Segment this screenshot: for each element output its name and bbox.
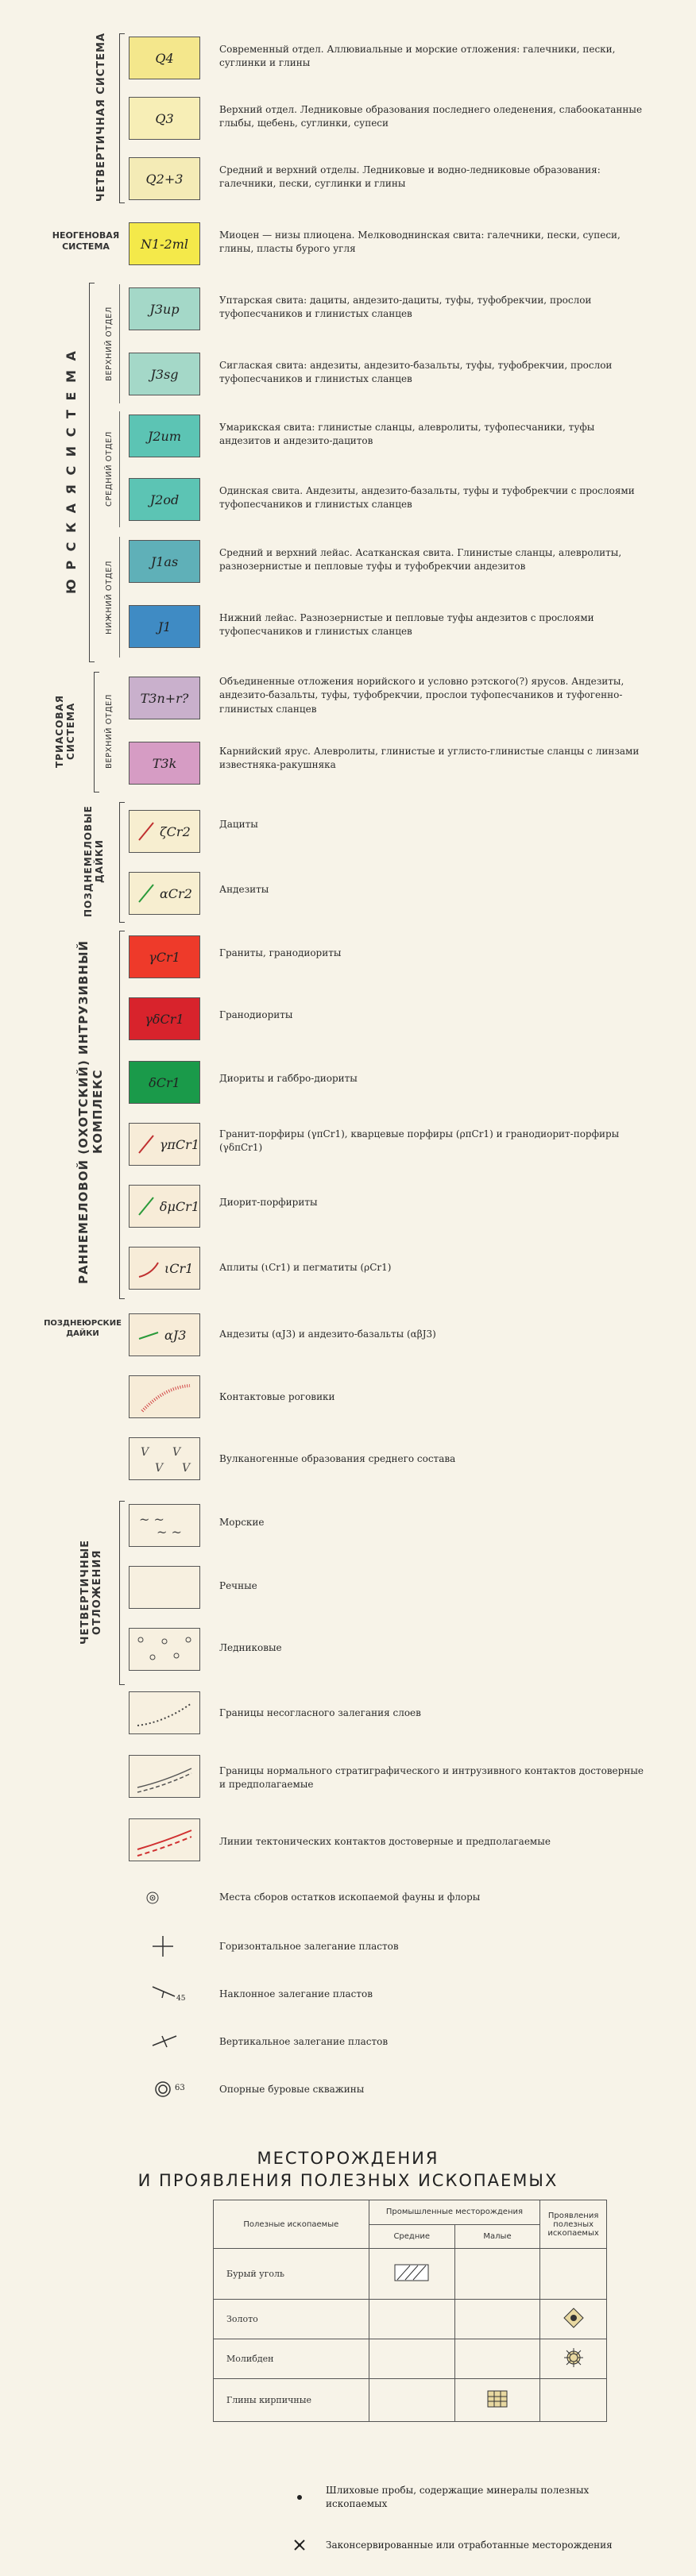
clay-grid-icon bbox=[487, 2390, 508, 2408]
unit-desc-j3sg: Сиглаская свита: андезиты, андезито-базальты, туфы, туфобрекчии, прослои туфопесчаников и глинистых сланцев bbox=[219, 360, 613, 385]
footnote-closed-deposits: Законсервированные или отработанные месторождения bbox=[326, 2539, 613, 2551]
col-minerals-header: Полезные ископаемые bbox=[214, 2200, 369, 2249]
lower-jurassic-bracket bbox=[119, 537, 120, 657]
unit-desc-q23: Средний и верхний отделы. Ледниковые и водно-ледниковые образования: галечники, пески, суглинки и глины bbox=[219, 164, 601, 190]
upper-jurassic-label: ВЕРХНИЙ ОТДЕЛ bbox=[105, 307, 114, 381]
unit-code: T3k bbox=[152, 755, 177, 771]
symbol-text-marine: Морские bbox=[219, 1517, 265, 1528]
placer-sample-dot-icon bbox=[296, 2493, 304, 2501]
unit-desc-neogene: Миоцен — низы плиоцена. Мелководнинская свита: галечники, пески, супеси, глины, пласты бурого угля bbox=[219, 229, 621, 255]
unit-code: γδCr1 bbox=[145, 1011, 184, 1027]
volcanic-v-pattern-icon bbox=[133, 1441, 196, 1476]
horizontal-bedding-icon bbox=[151, 1934, 175, 1958]
dyke-line-icon bbox=[137, 1323, 161, 1347]
unit-box-t3k bbox=[129, 742, 200, 785]
unit-box-t3nr bbox=[129, 677, 200, 719]
unit-code: J2um bbox=[147, 428, 182, 444]
unit-desc-diorite: Диориты и габбро-диориты bbox=[219, 1073, 358, 1084]
unit-box-andesite-dyke bbox=[129, 872, 200, 915]
unit-code: J3sg bbox=[150, 366, 179, 382]
unit-box-late-jur-andesite bbox=[129, 1313, 200, 1356]
symbol-box-hornfels bbox=[129, 1375, 200, 1418]
symbol-box-tectonic-contact bbox=[129, 1818, 200, 1861]
lower-jurassic-label: НИЖНИЙ ОТДЕЛ bbox=[105, 560, 114, 634]
svg-text:~ ~: ~ ~ bbox=[157, 1525, 182, 1540]
dyke-line-icon bbox=[137, 1194, 157, 1218]
unit-desc-diorite-porphyrite: Диорит-порфириты bbox=[219, 1197, 318, 1208]
symbol-text-vertical-bedding: Вертикальное залегание пластов bbox=[219, 2036, 389, 2047]
unit-code: T3n+r? bbox=[140, 690, 189, 706]
unit-box-q4 bbox=[129, 37, 200, 79]
fossil-site-icon bbox=[145, 1890, 160, 1906]
unit-code: J2od bbox=[149, 492, 180, 507]
unit-desc-t3k: Карнийский ярус. Алевролиты, глинистые и углисто-глинистые сланцы с линзами известняка-ракушняка bbox=[219, 746, 640, 771]
unit-desc-j1: Нижний лейас. Разнозернистые и пепловые туфы андезитов с прослоями туфопесчаников и глинистых сланцев bbox=[219, 612, 594, 638]
quaternary-system-label: ЧЕТВЕРТИЧНАЯ СИСТЕМА bbox=[95, 32, 107, 202]
normal-contact-line-icon bbox=[133, 1759, 196, 1794]
unit-desc-q4: Современный отдел. Аллювиальные и морские отложения: галечники, пески, суглинки и глины bbox=[219, 44, 616, 69]
early-cretaceous-complex-label: РАННЕМЕЛОВОЙ (ОХОТСКИЙ) ИНТРУЗИВНЫЙ КОМПЛЕКС bbox=[76, 939, 105, 1284]
middle-jurassic-label: СРЕДНИЙ ОТДЕЛ bbox=[105, 431, 114, 507]
empty-cell bbox=[369, 2300, 454, 2339]
deposits-table bbox=[213, 2200, 607, 2422]
unit-code: Q3 bbox=[155, 110, 174, 126]
glacial-circles-icon bbox=[133, 1632, 196, 1667]
dyke-line-icon bbox=[137, 881, 157, 905]
triassic-system-label: ТРИАСОВАЯ СИСТЕМА bbox=[54, 695, 76, 768]
unit-code: γCr1 bbox=[149, 949, 180, 965]
unit-box-granite-porphyry bbox=[129, 1123, 200, 1166]
unit-desc-dacite-dyke: Дациты bbox=[219, 819, 258, 830]
unit-desc-granite-porphyry: Гранит-порфиры (γπCr1), кварцевые порфиры (ρπCr1) и гранодиорит-порфиры (γδπCr1) bbox=[219, 1128, 620, 1154]
col-industrial-header: Промышленные месторождения bbox=[369, 2200, 540, 2225]
unit-box-q23 bbox=[129, 157, 200, 200]
quaternary-bracket bbox=[119, 33, 125, 203]
deposit-name: Бурый уголь bbox=[214, 2249, 369, 2300]
empty-cell bbox=[454, 2249, 539, 2300]
hornfels-hatch-icon bbox=[133, 1379, 196, 1414]
unit-code: J1as bbox=[150, 553, 179, 569]
unit-desc-q3: Верхний отдел. Ледниковые образования последнего оледенения, слабоокатанные глыбы, щебень, суглинки, супеси bbox=[219, 104, 643, 129]
unit-code: αJ3 bbox=[164, 1327, 187, 1343]
deposits-title-line2: И ПРОЯВЛЕНИЯ ПОЛЕЗНЫХ ИСКОПАЕМЫХ bbox=[137, 2171, 559, 2190]
symbol-box-volcanogenic bbox=[129, 1437, 200, 1480]
gold-diamond-icon bbox=[563, 2308, 584, 2328]
col-manifest-header: Проявления полезных ископаемых bbox=[540, 2200, 607, 2249]
quaternary-deposits-bracket bbox=[119, 1501, 125, 1685]
symbol-text-fossil-site: Места сборов остатков ископаемой фауны и флоры bbox=[219, 1892, 481, 1903]
molybdenum-star-icon bbox=[563, 2347, 584, 2368]
neogene-system-label: НЕОГЕНОВАЯ СИСТЕМА bbox=[52, 230, 120, 253]
unit-desc-j1as: Средний и верхний лейас. Асатканская свита. Глинистые сланцы, алевролиты, разнозернистые и пепловые туфы и туфобрекчии андезитов bbox=[219, 547, 622, 573]
upper-triassic-label: ВЕРХНИЙ ОТДЕЛ bbox=[105, 694, 114, 769]
deposit-row-gold bbox=[214, 2300, 607, 2339]
svg-text:V: V bbox=[182, 1462, 191, 1475]
symbol-text-normal-contact: Границы нормального стратиграфического и интрузивного контактов достоверные и предполагаемые bbox=[219, 1765, 644, 1791]
deposits-title-line1: МЕСТОРОЖДЕНИЯ bbox=[257, 2149, 439, 2168]
unit-box-j2od bbox=[129, 478, 200, 521]
symbol-text-tectonic-contact: Линии тектонических контактов достоверные и предполагаемые bbox=[219, 1836, 551, 1847]
unit-code: γπCr1 bbox=[159, 1136, 199, 1152]
symbol-text-unconformity: Границы несогласного залегания слоев bbox=[219, 1707, 421, 1718]
unit-code: Q4 bbox=[155, 50, 174, 66]
unit-code: δCr1 bbox=[149, 1074, 180, 1090]
symbol-text-horizontal-bedding: Горизонтальное залегание пластов bbox=[219, 1941, 399, 1952]
dyke-line-icon bbox=[137, 1132, 157, 1156]
early-cretaceous-bracket bbox=[119, 931, 125, 1299]
col-small-header: Малые bbox=[454, 2224, 539, 2249]
jurassic-bracket bbox=[89, 283, 95, 662]
unit-desc-andesite-dyke: Андезиты bbox=[219, 884, 269, 895]
symbol-text-inclined-bedding: Наклонное залегание пластов bbox=[219, 1988, 373, 1999]
unit-desc-t3nr: Объединенные отложения норийского и условно рэтского(?) ярусов. Андезиты, андезито-базальты, туфы, туфобрекчии, прослои туфопесчаников и туфогенно-глинистых сланцев bbox=[219, 676, 624, 715]
unit-box-j3sg bbox=[129, 353, 200, 395]
deposit-name: Молибден bbox=[214, 2339, 369, 2379]
unit-desc-j2um: Умарикская свита: глинистые сланцы, алевролиты, туфопесчаники, туфы андезитов и андезито-дацитов bbox=[219, 422, 595, 447]
coal-hatch-icon bbox=[394, 2264, 429, 2281]
jurassic-system-label: Ю Р С К А Я С И С Т Е М А bbox=[64, 349, 79, 595]
brick-clay-small-symbol bbox=[454, 2379, 539, 2422]
symbol-box-river bbox=[129, 1566, 200, 1609]
deposit-row-brick-clay bbox=[214, 2379, 607, 2422]
dyke-curve-icon bbox=[137, 1256, 161, 1280]
svg-text:~ ~: ~ ~ bbox=[139, 1512, 164, 1527]
symbol-text-hornfels: Контактовые роговики bbox=[219, 1391, 335, 1402]
unit-box-j2um bbox=[129, 415, 200, 457]
unit-box-q3 bbox=[129, 97, 200, 140]
unconformity-line-icon bbox=[133, 1695, 196, 1730]
empty-cell bbox=[454, 2300, 539, 2339]
unit-code: δμCr1 bbox=[159, 1198, 199, 1214]
symbol-text-volcanogenic: Вулканогенные образования среднего состава bbox=[219, 1453, 456, 1464]
tectonic-contact-line-icon bbox=[133, 1822, 196, 1857]
svg-text:V: V bbox=[141, 1446, 149, 1459]
empty-cell bbox=[454, 2339, 539, 2379]
inclined-bedding-icon bbox=[151, 1980, 180, 2004]
unit-code: αCr2 bbox=[160, 885, 192, 901]
deposit-name: Глины кирпичные bbox=[214, 2379, 369, 2422]
symbol-text-borehole: Опорные буровые скважины bbox=[219, 2084, 365, 2095]
unit-code: J1 bbox=[157, 619, 172, 634]
upper-jurassic-bracket bbox=[119, 284, 120, 403]
quaternary-deposits-label: ЧЕТВЕРТИЧНЫЕ ОТЛОЖЕНИЯ bbox=[79, 1539, 103, 1645]
late-cretaceous-dykes-bracket bbox=[119, 802, 125, 923]
marine-wave-icon bbox=[133, 1508, 196, 1543]
symbol-box-normal-contact bbox=[129, 1755, 200, 1798]
brown-coal-medium-symbol bbox=[369, 2249, 454, 2300]
dyke-line-icon bbox=[137, 819, 157, 843]
svg-text:V: V bbox=[172, 1446, 181, 1459]
unit-code: Q2+3 bbox=[145, 171, 184, 187]
middle-jurassic-bracket bbox=[119, 411, 120, 527]
empty-cell bbox=[540, 2379, 607, 2422]
deposit-row-molybdenum bbox=[214, 2339, 607, 2379]
late-jurassic-dykes-label: ПОЗДНЕЮРСКИЕ ДАЙКИ bbox=[44, 1319, 122, 1338]
borehole-number: 63 bbox=[175, 2084, 185, 2092]
closed-deposit-icon bbox=[292, 2538, 307, 2552]
footnote-placer-samples: Шлиховые пробы, содержащие минералы полезных ископаемых bbox=[326, 2485, 590, 2509]
unit-box-diorite bbox=[129, 1061, 200, 1104]
dip-angle-value: 45 bbox=[176, 1995, 186, 2003]
unit-box-j1as bbox=[129, 540, 200, 583]
empty-cell bbox=[369, 2339, 454, 2379]
unit-box-aplite bbox=[129, 1247, 200, 1290]
deposits-header-row bbox=[214, 2200, 607, 2225]
unit-box-diorite-porphyrite bbox=[129, 1185, 200, 1228]
unit-box-granodiorite bbox=[129, 997, 200, 1040]
molybdenum-manifest-symbol bbox=[540, 2339, 607, 2379]
symbol-text-glacial: Ледниковые bbox=[219, 1642, 282, 1653]
symbol-box-marine bbox=[129, 1504, 200, 1547]
unit-box-j3up bbox=[129, 287, 200, 330]
unit-desc-aplite: Аплиты (ιCr1) и пегматиты (ρCr1) bbox=[219, 1262, 392, 1273]
symbol-text-river: Речные bbox=[219, 1580, 257, 1591]
unit-desc-late-jur-andesite: Андезиты (αJ3) и андезито-базальты (αβJ3) bbox=[219, 1328, 436, 1340]
unit-desc-j2od: Одинская свита. Андезиты, андезито-базальты, туфы и туфобрекчии с прослоями туфопесчаников и глинистых сланцев bbox=[219, 485, 635, 511]
svg-text:V: V bbox=[155, 1462, 164, 1475]
unit-desc-granodiorite: Гранодиориты bbox=[219, 1009, 293, 1020]
unit-box-j1 bbox=[129, 605, 200, 648]
unit-code: N1-2ml bbox=[140, 236, 189, 252]
symbol-box-unconformity bbox=[129, 1691, 200, 1734]
unit-box-granite bbox=[129, 935, 200, 978]
empty-cell bbox=[540, 2249, 607, 2300]
empty-cell bbox=[369, 2379, 454, 2422]
unit-desc-j3up: Уптарская свита: дациты, андезито-дациты, туфы, туфобрекчии, прослои туфопесчаников и глинистых сланцев bbox=[219, 295, 592, 320]
unit-box-dacite-dyke bbox=[129, 810, 200, 853]
unit-code: ζCr2 bbox=[160, 823, 191, 839]
unit-desc-granite: Граниты, гранодиориты bbox=[219, 947, 342, 958]
vertical-bedding-icon bbox=[151, 2030, 180, 2053]
gold-manifest-symbol bbox=[540, 2300, 607, 2339]
symbol-box-glacial bbox=[129, 1628, 200, 1671]
unit-code: J3up bbox=[149, 301, 180, 317]
col-medium-header: Средние bbox=[369, 2224, 454, 2249]
unit-code: ιCr1 bbox=[164, 1260, 194, 1276]
deposit-row-brown-coal bbox=[214, 2249, 607, 2300]
borehole-icon bbox=[154, 2080, 172, 2098]
late-cretaceous-dykes-label: ПОЗДНЕМЕЛОВЫЕ ДАЙКИ bbox=[83, 805, 105, 918]
unit-box-neogene bbox=[129, 222, 200, 265]
deposit-name: Золото bbox=[214, 2300, 369, 2339]
triassic-bracket bbox=[94, 672, 99, 792]
